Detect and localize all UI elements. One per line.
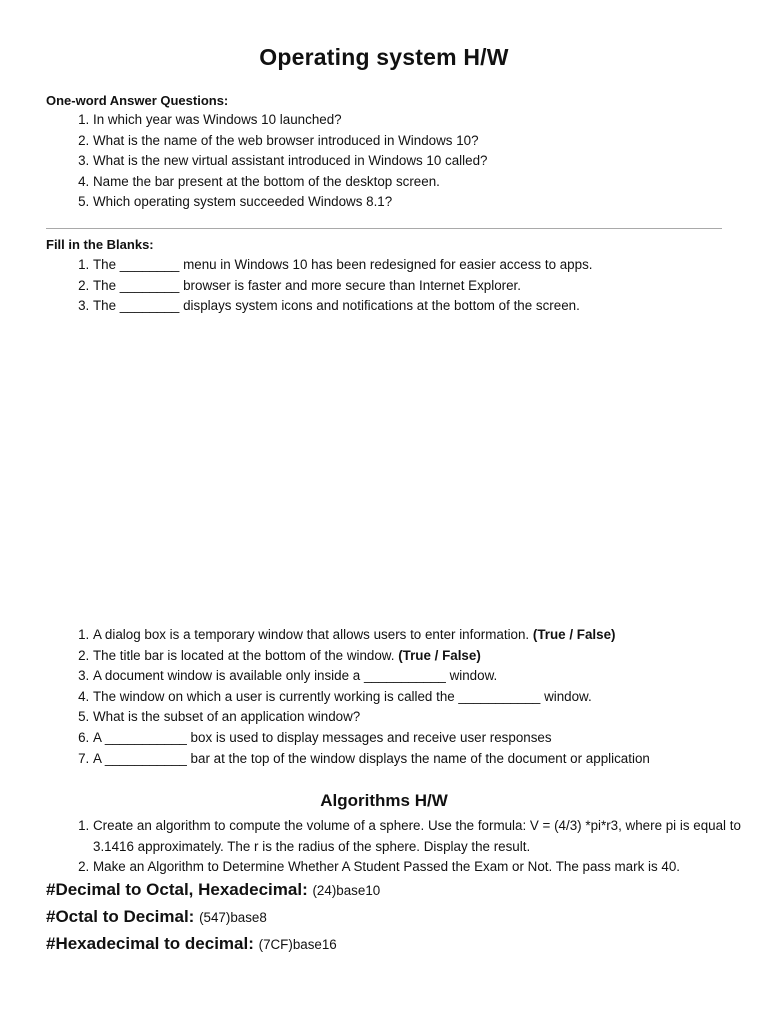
list-item (93, 707, 768, 728)
question-text: A ___________ bar at the top of the window displays the name of the document or application (93, 750, 650, 766)
list-item: 2. The ________ browser is faster and more secure than Internet Explorer. (93, 276, 768, 297)
list-item: 1. The ________ menu in Windows 10 has been redesigned for easier access to apps. (93, 255, 768, 276)
conversion-value: (547)base8 (199, 910, 267, 925)
page-title: Operating system H/W (259, 44, 509, 70)
list-item: 5. Which operating system succeeded Windows 8.1? (93, 192, 768, 213)
conversion-value: (7CF)base16 (258, 937, 337, 952)
list-item (93, 687, 768, 708)
window-questions-list (46, 625, 768, 769)
list-item (93, 666, 768, 687)
list-item: 1. In which year was Windows 10 launched? (93, 110, 768, 131)
algorithms-list (46, 816, 768, 878)
section-divider (46, 228, 722, 229)
list-item (93, 646, 768, 667)
question-text: What is the subset of an application window? (93, 709, 361, 725)
list-item: 3. The ________ displays system icons and notifications at the bottom of the screen. (93, 296, 768, 317)
one-word-list (46, 110, 768, 213)
conversion-label: #Hexadecimal to decimal: (46, 934, 254, 953)
question-text: A document window is available only inside a ___________ window. (93, 668, 498, 684)
conversion-label: #Decimal to Octal, Hexadecimal: (46, 880, 308, 899)
list-item (93, 625, 768, 646)
conversion-hex-to-decimal (46, 934, 337, 954)
list-item: 3. What is the new virtual assistant introduced in Windows 10 called? (93, 151, 768, 172)
true-false-label: (True / False) (532, 627, 616, 642)
algorithms-heading: Algorithms H/W (320, 791, 448, 810)
conversion-decimal-to-octal-hex (46, 880, 380, 900)
conversion-octal-to-decimal (46, 907, 267, 927)
question-text: A dialog box is a temporary window that allows users to enter information. (93, 627, 533, 642)
fill-blanks-list (46, 255, 768, 317)
question-text: The window on which a user is currently working is called the ___________ window. (93, 688, 592, 704)
conversion-label: #Octal to Decimal: (46, 907, 195, 926)
true-false-label: (True / False) (398, 647, 481, 663)
list-item (93, 749, 768, 770)
list-item: 1. Create an algorithm to compute the volume of a sphere. Use the formula: V = (4/3) *pi*r3, where pi is equal to 3.1416 approximately. The r is the radius of the sphere. Display the result. (93, 816, 768, 857)
fill-blanks-heading: Fill in the Blanks: (46, 237, 154, 252)
list-item: 4. Name the bar present at the bottom of the desktop screen. (93, 172, 768, 193)
question-text: A ___________ box is used to display messages and receive user responses (93, 729, 552, 745)
conversion-value: (24)base10 (312, 883, 381, 898)
list-item (93, 728, 768, 749)
list-item: 2. What is the name of the web browser introduced in Windows 10? (93, 131, 768, 152)
one-word-heading: One-word Answer Questions: (46, 93, 229, 108)
question-text: The title bar is located at the bottom of the window. (93, 647, 399, 663)
list-item: 2. Make an Algorithm to Determine Whether A Student Passed the Exam or Not. The pass mark is 40. (93, 857, 768, 878)
